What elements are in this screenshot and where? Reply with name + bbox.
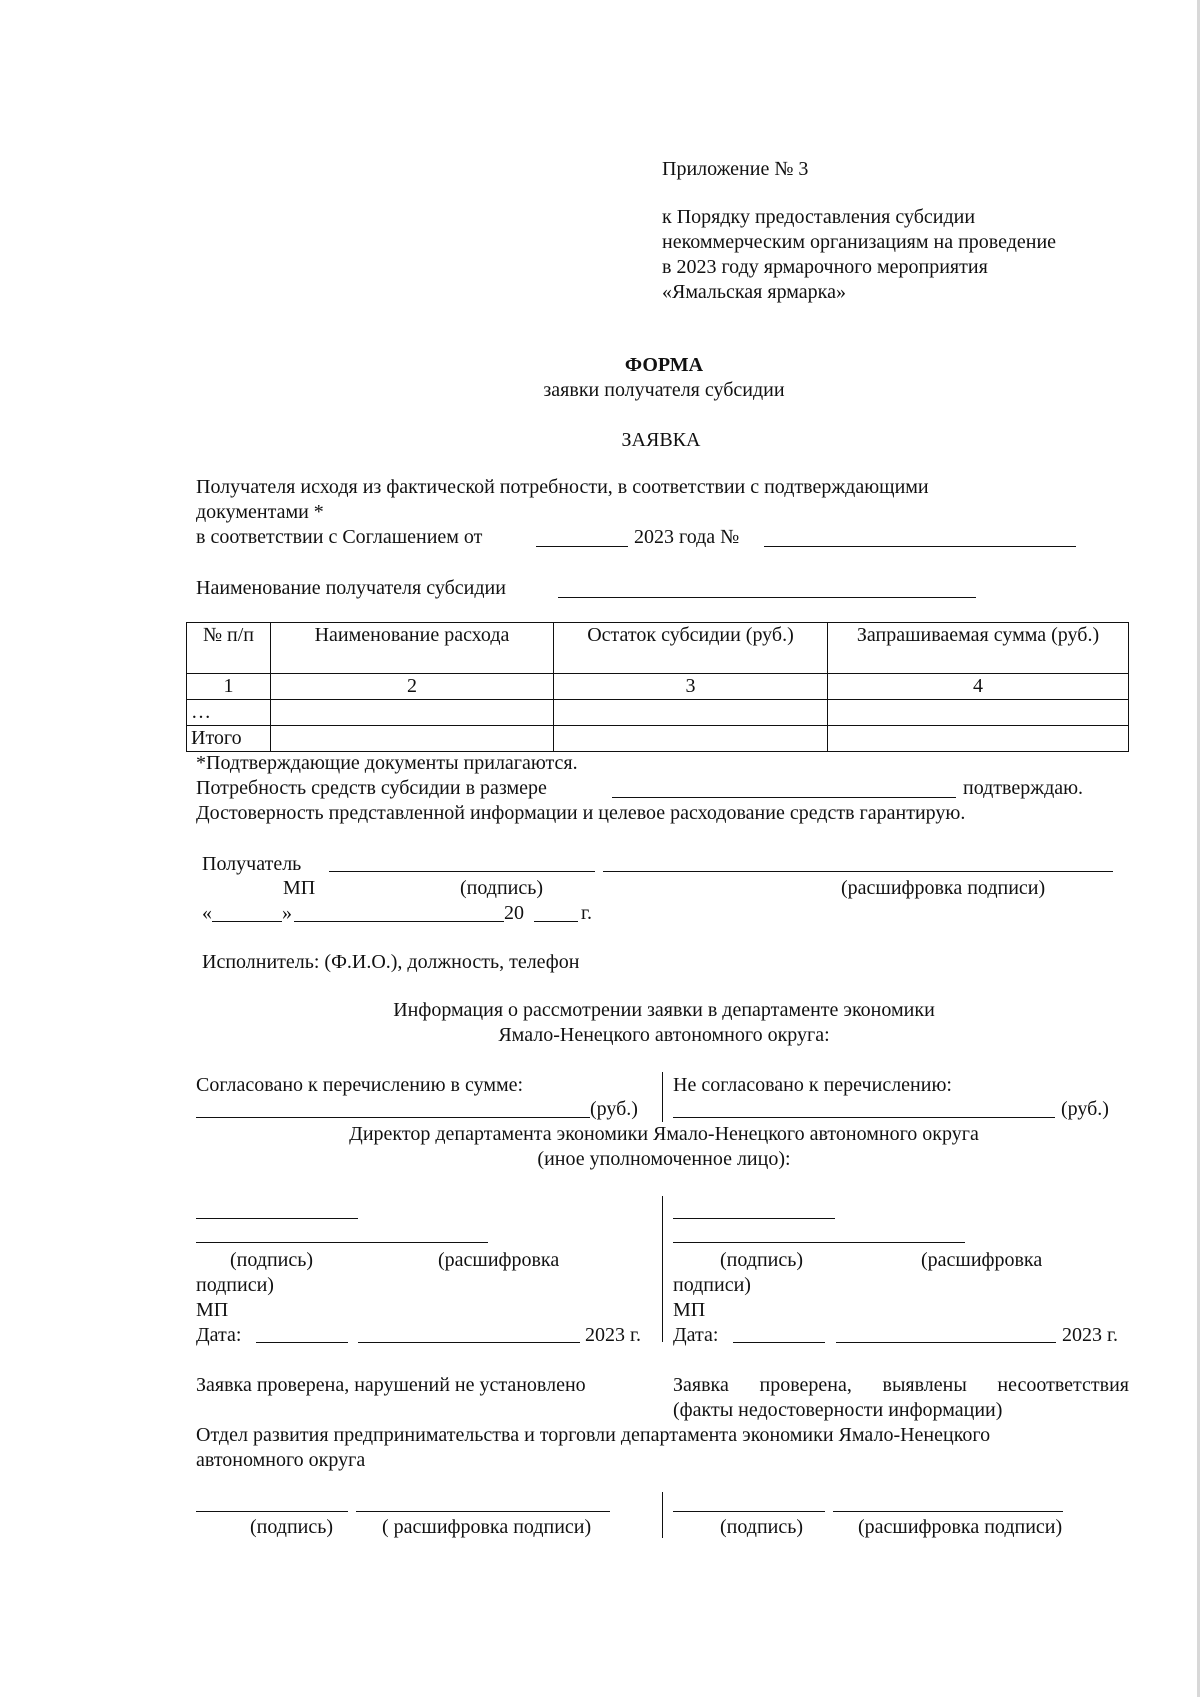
not-agreed-amount-field[interactable] — [673, 1117, 1055, 1118]
table-cell[interactable] — [554, 700, 828, 726]
check-failed-line-2: (факты недостоверности информации) — [673, 1399, 1003, 1421]
left-date-month-field[interactable] — [358, 1342, 580, 1343]
check-passed-text: Заявка проверена, нарушений не установлено — [196, 1374, 586, 1396]
table-cell: 1 — [187, 674, 271, 700]
department-left-sign-caption: (подпись) — [250, 1516, 334, 1538]
not-agreed-rub: (руб.) — [1061, 1098, 1109, 1120]
intro-line-1: Получателя исходя из фактической потребности, в соответствии с подтверждающими — [196, 476, 929, 498]
department-right-sign-caption: (подпись) — [720, 1516, 804, 1538]
right-sign-caption: (подпись) — [720, 1249, 804, 1271]
agreed-label: Согласовано к перечислению в сумме: — [196, 1074, 524, 1096]
right-date-field[interactable] — [733, 1342, 825, 1343]
century-label: 20 — [504, 902, 524, 924]
left-date-field[interactable] — [256, 1342, 348, 1343]
department-left-decode-caption: ( расшифровка подписи) — [382, 1516, 592, 1538]
table-cell[interactable] — [271, 700, 554, 726]
need-amount-field[interactable] — [612, 797, 956, 798]
need-prefix: Потребность средств субсидии в размере — [196, 777, 547, 799]
check-failed-line-1 — [673, 1373, 1129, 1398]
left-decode-caption-2: подписи) — [196, 1274, 274, 1296]
director-line-2: (иное уполномоченное лицо): — [537, 1148, 791, 1170]
review-heading-1: Информация о рассмотрении заявки в департаменте экономики — [393, 999, 935, 1021]
agreed-amount-field[interactable] — [196, 1117, 590, 1118]
intro-line-2: документами * — [196, 501, 324, 523]
need-suffix: подтверждаю. — [963, 777, 1084, 799]
left-signature-field[interactable] — [196, 1218, 358, 1219]
check-failed-word: Заявка — [673, 1374, 729, 1396]
appendix-line-3: в 2023 году ярмарочного мероприятия — [662, 256, 988, 278]
check-failed-word: выявлены — [882, 1374, 967, 1396]
check-failed-word: проверена, — [759, 1374, 852, 1396]
docs-attached-note: *Подтверждающие документы прилагаются. — [196, 752, 578, 774]
agreement-prefix: в соответствии с Соглашением от — [196, 526, 483, 548]
column-divider — [662, 1072, 663, 1122]
column-divider — [662, 1492, 663, 1538]
left-decode-field[interactable] — [196, 1242, 488, 1243]
recipient-label: Получатель — [202, 853, 302, 875]
appendix-line-4: «Ямальская ярмарка» — [662, 281, 846, 303]
agreement-number-field[interactable] — [764, 546, 1076, 547]
department-right-signature-field[interactable] — [673, 1511, 825, 1512]
right-date-month-field[interactable] — [836, 1342, 1056, 1343]
department-right-decode-caption: (расшифровка подписи) — [858, 1516, 1063, 1538]
left-date-label: Дата: — [196, 1324, 242, 1346]
department-line-1: Отдел развития предпринимательства и торговли департамента экономики Ямало-Ненецкого — [196, 1424, 991, 1446]
department-left-decode-field[interactable] — [356, 1511, 610, 1512]
recipient-name-label: Наименование получателя субсидии — [196, 577, 506, 599]
director-line-1: Директор департамента экономики Ямало-Ненецкого автономного округа — [349, 1123, 979, 1145]
recipient-signature-field[interactable] — [329, 871, 595, 872]
agreement-date-field[interactable] — [536, 546, 628, 547]
stamp-mp-label: МП — [283, 877, 316, 899]
quote-open: « — [202, 902, 212, 924]
right-decode-caption-1: (расшифровка — [921, 1249, 1043, 1271]
table-cell[interactable] — [554, 726, 828, 752]
signature-caption: (подпись) — [460, 877, 544, 899]
table-cell[interactable] — [828, 726, 1129, 752]
left-decode-caption-1: (расшифровка — [438, 1249, 560, 1271]
column-divider — [662, 1196, 663, 1342]
table-cell[interactable] — [271, 726, 554, 752]
executor-line: Исполнитель: (Ф.И.О.), должность, телефон — [202, 951, 580, 973]
table-header-cell: Остаток субсидии (руб.) — [554, 623, 828, 674]
right-year-label: 2023 г. — [1062, 1324, 1118, 1346]
appendix-line-1: к Порядку предоставления субсидии — [662, 206, 976, 228]
left-sign-caption: (подпись) — [230, 1249, 314, 1271]
guarantee-text: Достоверность представленной информации и целевое расходование средств гарантирую. — [196, 802, 966, 824]
decode-caption: (расшифровка подписи) — [841, 877, 1046, 899]
quote-close: » — [282, 902, 292, 924]
not-agreed-label: Не согласовано к перечислению: — [673, 1074, 952, 1096]
check-failed-word: несоответствия — [997, 1374, 1129, 1396]
table-row — [187, 726, 1129, 752]
right-signature-field[interactable] — [673, 1218, 835, 1219]
table-header-cell: Наименование расхода — [271, 623, 554, 674]
table-cell: 3 — [554, 674, 828, 700]
right-decode-caption-2: подписи) — [673, 1274, 751, 1296]
form-subtitle: заявки получателя субсидии — [543, 379, 785, 401]
day-field[interactable] — [212, 921, 282, 922]
document-title: ЗАЯВКА — [621, 429, 701, 451]
agreed-rub: (руб.) — [590, 1098, 638, 1120]
appendix-line-2: некоммерческим организациям на проведение — [662, 231, 1057, 253]
table-cell: … — [187, 700, 271, 726]
table-cell[interactable] — [828, 700, 1129, 726]
right-decode-field[interactable] — [673, 1242, 965, 1243]
table-cell: 2 — [271, 674, 554, 700]
right-date-label: Дата: — [673, 1324, 719, 1346]
table-header-row — [187, 623, 1129, 674]
recipient-decode-field[interactable] — [603, 871, 1113, 872]
left-stamp-mp: МП — [196, 1299, 229, 1321]
year-suffix: г. — [581, 902, 592, 924]
table-row — [187, 674, 1129, 700]
review-heading-2: Ямало-Ненецкого автономного округа: — [498, 1024, 830, 1046]
form-title: ФОРМА — [624, 354, 704, 376]
table-cell: 4 — [828, 674, 1129, 700]
department-left-signature-field[interactable] — [196, 1511, 348, 1512]
department-line-2: автономного округа — [196, 1449, 366, 1471]
table-header-cell: № п/п — [187, 623, 271, 674]
appendix-number: Приложение № 3 — [662, 158, 809, 180]
department-right-decode-field[interactable] — [833, 1511, 1063, 1512]
table-header-cell: Запрашиваемая сумма (руб.) — [828, 623, 1129, 674]
table-row — [187, 700, 1129, 726]
recipient-name-field[interactable] — [558, 597, 976, 598]
month-field[interactable] — [294, 921, 504, 922]
expenses-table — [186, 622, 1129, 752]
left-year-label: 2023 г. — [585, 1324, 641, 1346]
table-cell: Итого — [187, 726, 271, 752]
year-field[interactable] — [534, 921, 578, 922]
right-stamp-mp: МП — [673, 1299, 706, 1321]
agreement-year-label: 2023 года № — [634, 526, 740, 548]
